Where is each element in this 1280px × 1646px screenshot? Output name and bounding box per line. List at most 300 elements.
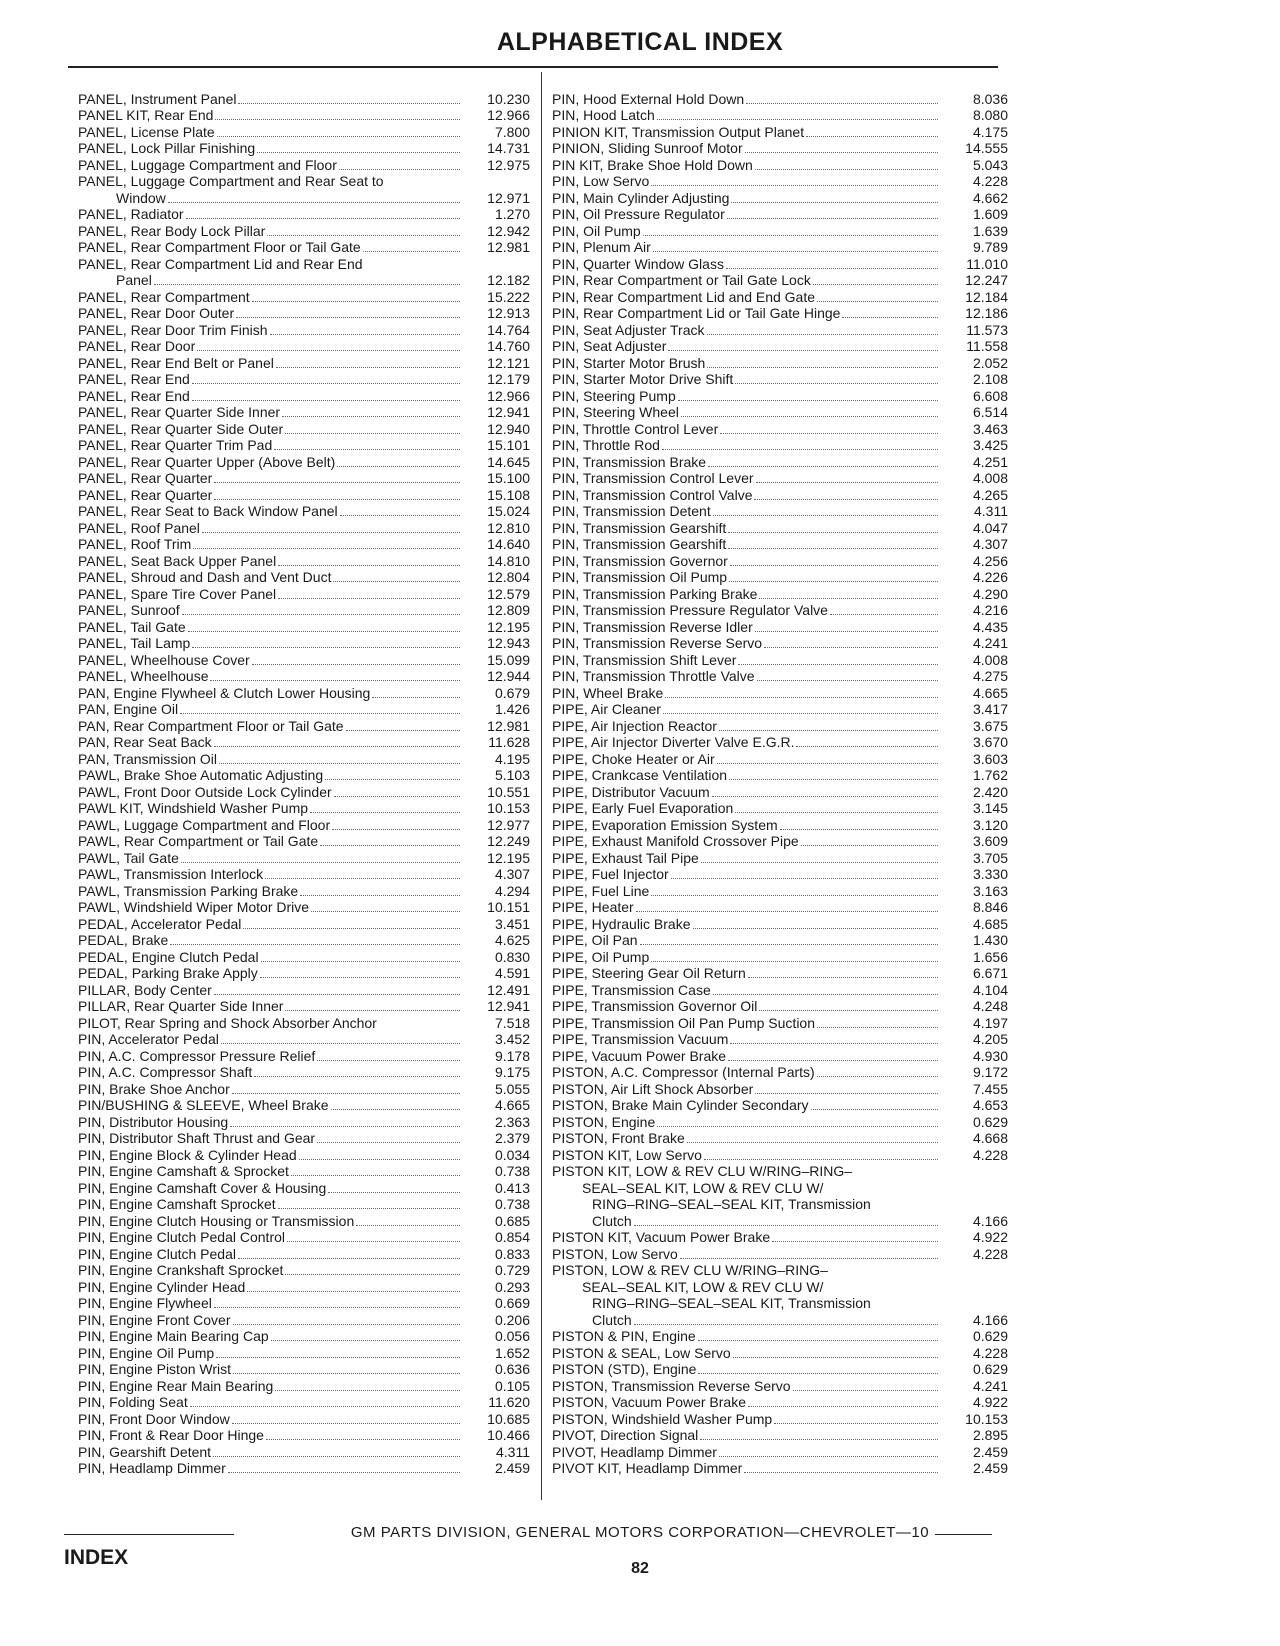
entry-page-ref: 11.620 <box>488 1394 530 1410</box>
entry-page-ref: 2.459 <box>972 1460 1008 1476</box>
entry-label: PAWL KIT, Windshield Washer Pump <box>78 800 309 816</box>
dot-leader <box>719 730 938 731</box>
entry-page-ref: 15.222 <box>487 288 530 305</box>
index-entry <box>78 899 530 916</box>
index-entry <box>78 800 530 817</box>
dot-leader <box>215 119 460 120</box>
index-entry <box>552 354 1008 371</box>
entry-page-ref: 1.652 <box>494 1344 530 1361</box>
entry-label: PISTON, Windshield Washer Pump <box>552 1410 773 1427</box>
index-entry <box>552 536 1008 553</box>
index-entry <box>78 173 530 190</box>
index-entry <box>552 519 1008 536</box>
index-entry <box>552 882 1008 899</box>
dot-leader <box>252 664 460 665</box>
index-entry <box>552 272 1008 289</box>
index-entry <box>78 222 530 239</box>
index-entry <box>552 107 1008 124</box>
index-entry <box>78 998 530 1015</box>
dot-leader <box>757 680 938 681</box>
entry-page-ref: 0.034 <box>494 1146 530 1163</box>
dot-leader <box>754 499 938 500</box>
index-entry <box>552 1163 1008 1180</box>
entry-label: PIN, Engine Piston Wrist <box>78 1361 232 1377</box>
dot-leader <box>729 779 938 780</box>
entry-label: Panel <box>116 272 152 288</box>
dot-leader <box>817 1076 938 1077</box>
entry-page-ref: 2.459 <box>972 1443 1008 1460</box>
entry-label: RING–RING–SEAL–SEAL KIT, Transmission <box>592 1295 871 1311</box>
entry-label: PIN, Engine Front Cover <box>78 1311 231 1328</box>
dot-leader <box>254 1076 460 1077</box>
entry-label: PIN, Transmission Shift Lever <box>552 651 737 668</box>
dot-leader <box>713 515 938 516</box>
index-entry <box>552 437 1008 454</box>
index-entry <box>78 354 530 371</box>
entry-label: SEAL–SEAL KIT, LOW & REV CLU W/ <box>582 1278 824 1295</box>
dot-leader <box>285 1010 460 1011</box>
index-entry <box>552 1361 1008 1378</box>
entry-page-ref: 8.846 <box>972 899 1008 915</box>
entry-label: PIN, A.C. Compressor Pressure Relief <box>78 1047 316 1064</box>
entry-label: PAN, Engine Oil <box>78 701 179 717</box>
dot-leader <box>748 977 938 978</box>
index-entry <box>552 1410 1008 1427</box>
index-entry <box>552 1460 1008 1477</box>
index-entry <box>552 668 1008 685</box>
entry-page-ref: 4.166 <box>972 1212 1008 1229</box>
index-entry <box>78 1212 530 1229</box>
entry-page-ref: 3.670 <box>972 734 1008 750</box>
dot-leader <box>707 367 938 368</box>
entry-page-ref: 2.379 <box>494 1130 530 1146</box>
index-entry <box>552 1328 1008 1345</box>
entry-page-ref: 4.248 <box>972 998 1008 1014</box>
entry-label: PANEL, Rear End <box>78 387 190 404</box>
index-entry <box>552 420 1008 437</box>
entry-label: PIPE, Vacuum Power Brake <box>552 1047 727 1064</box>
entry-label: PIN, Rear Compartment Lid and End Gate <box>552 288 816 305</box>
dot-leader <box>730 1043 938 1044</box>
entry-label: PANEL, Lock Pillar Finishing <box>78 140 256 156</box>
entry-page-ref: 0.729 <box>494 1262 530 1278</box>
index-entry <box>552 1443 1008 1460</box>
entry-page-ref: 3.675 <box>972 717 1008 734</box>
entry-page-ref: 12.913 <box>487 305 530 321</box>
entry-label: PIN, Transmission Oil Pump <box>552 569 728 585</box>
entry-label: PANEL, Spare Tire Cover Panel <box>78 585 277 602</box>
dot-leader <box>665 697 938 698</box>
dot-leader <box>285 1274 460 1275</box>
index-entry <box>552 453 1008 470</box>
entry-label: PIVOT, Headlamp Dimmer <box>552 1443 717 1460</box>
dot-leader <box>713 994 938 995</box>
entry-label: PEDAL, Accelerator Pedal <box>78 915 242 932</box>
dot-leader <box>275 1390 460 1391</box>
entry-page-ref: 12.981 <box>487 717 530 734</box>
dot-leader <box>221 1043 460 1044</box>
entry-page-ref: 4.228 <box>972 173 1008 189</box>
dot-leader <box>774 1423 938 1424</box>
dot-leader <box>687 1142 938 1143</box>
entry-page-ref: 3.330 <box>972 866 1008 882</box>
index-entry <box>552 222 1008 239</box>
entry-label: PIPE, Transmission Vacuum <box>552 1031 729 1047</box>
dot-leader <box>213 1456 460 1457</box>
index-entry <box>78 585 530 602</box>
index-entry <box>552 899 1008 916</box>
page-number: 82 <box>631 1560 649 1577</box>
entry-page-ref: 4.662 <box>972 189 1008 206</box>
entry-page-ref: 4.294 <box>494 882 530 899</box>
entry-page-ref: 12.179 <box>487 371 530 387</box>
dot-leader <box>282 416 460 417</box>
index-entry <box>552 998 1008 1015</box>
entry-page-ref: 12.971 <box>487 189 530 206</box>
dot-leader <box>243 928 460 929</box>
dot-leader <box>720 433 938 434</box>
index-entry <box>78 371 530 388</box>
entry-label: PIN, Seat Adjuster <box>552 338 667 354</box>
index-entry <box>78 1344 530 1361</box>
index-entry <box>552 173 1008 190</box>
dot-leader <box>216 1357 460 1358</box>
entry-page-ref: 10.153 <box>965 1410 1008 1427</box>
entry-label: PANEL, Roof Panel <box>78 519 200 536</box>
entry-label: PANEL, Rear Quarter <box>78 470 213 486</box>
entry-label: PIPE, Oil Pump <box>552 948 650 965</box>
index-entry <box>78 882 530 899</box>
dot-leader <box>730 565 938 566</box>
entry-page-ref: 3.417 <box>972 701 1008 717</box>
entry-label: PIPE, Early Fuel Evaporation <box>552 800 734 816</box>
entry-label: PIN, Starter Motor Drive Shift <box>552 371 734 387</box>
index-entry <box>552 717 1008 734</box>
dot-leader <box>311 911 460 912</box>
dot-leader <box>704 1159 938 1160</box>
index-entry <box>78 453 530 470</box>
dot-leader <box>759 1010 938 1011</box>
dot-leader <box>214 1307 460 1308</box>
dot-leader <box>671 878 938 879</box>
dot-leader <box>636 911 938 912</box>
entry-page-ref: 4.166 <box>972 1311 1008 1328</box>
entry-label: PIN, Distributor Housing <box>78 1113 229 1130</box>
entry-page-ref: 4.922 <box>972 1394 1008 1410</box>
entry-label: PIN, Main Cylinder Adjusting <box>552 189 730 206</box>
entry-label: PISTON KIT, LOW & REV CLU W/RING–RING– <box>552 1163 853 1179</box>
entry-page-ref: 4.228 <box>972 1245 1008 1262</box>
entry-label: PIN, Engine Clutch Pedal <box>78 1245 236 1262</box>
entry-label: PIN, Transmission Parking Brake <box>552 585 758 602</box>
entry-label: PANEL KIT, Rear End <box>78 107 214 123</box>
entry-label: Clutch <box>592 1212 632 1229</box>
dot-leader <box>188 631 460 632</box>
entry-label: PIPE, Crankcase Ventilation <box>552 767 728 783</box>
dot-leader <box>755 169 938 170</box>
entry-page-ref: 1.430 <box>972 932 1008 948</box>
entry-page-ref: 4.008 <box>972 651 1008 668</box>
entry-page-ref: 1.762 <box>972 767 1008 783</box>
index-entry <box>552 321 1008 338</box>
entry-label: PIN, Hood External Hold Down <box>552 90 745 107</box>
entry-page-ref: 4.205 <box>972 1031 1008 1047</box>
index-entry <box>78 1113 530 1130</box>
index-entry <box>78 833 530 850</box>
entry-page-ref: 2.459 <box>494 1460 530 1476</box>
index-entry <box>78 981 530 998</box>
entry-page-ref: 3.425 <box>972 437 1008 453</box>
index-entry <box>78 288 530 305</box>
dot-leader <box>755 1093 938 1094</box>
dot-leader <box>267 235 460 236</box>
dot-leader <box>746 103 938 104</box>
entry-label: PISTON, Vacuum Power Brake <box>552 1394 746 1410</box>
entry-page-ref: 0.413 <box>494 1179 530 1196</box>
title-rule <box>68 66 998 68</box>
entry-page-ref: 12.941 <box>487 998 530 1014</box>
index-entry <box>78 932 530 949</box>
dot-leader <box>266 1439 460 1440</box>
index-entry <box>552 701 1008 718</box>
dot-leader <box>735 812 938 813</box>
index-entry <box>552 1377 1008 1394</box>
entry-label: PIN, Brake Shoe Anchor <box>78 1080 230 1097</box>
footer-credit <box>0 1524 1280 1541</box>
index-entry <box>78 965 530 982</box>
dot-leader <box>755 631 938 632</box>
entry-label: PILLAR, Body Center <box>78 981 212 998</box>
entry-label: PIPE, Air Injector Diverter Valve E.G.R. <box>552 734 795 750</box>
entry-label: PIN, Engine Camshaft Cover & Housing <box>78 1179 327 1196</box>
dot-leader <box>717 763 938 764</box>
entry-label: PIN, Wheel Brake <box>552 684 664 701</box>
dot-leader <box>320 845 460 846</box>
entry-page-ref: 12.966 <box>487 107 530 123</box>
dot-leader <box>260 977 460 978</box>
entry-label: PEDAL, Parking Brake Apply <box>78 965 258 981</box>
entry-page-ref: 12.247 <box>965 272 1008 288</box>
index-entry <box>78 1311 530 1328</box>
index-entry <box>78 866 530 883</box>
entry-label: PIN, Front Door Window <box>78 1410 230 1427</box>
index-entry <box>552 288 1008 305</box>
index-entry <box>78 1328 530 1345</box>
entry-label: PANEL, Shroud and Dash and Vent Duct <box>78 569 332 585</box>
entry-page-ref: 10.153 <box>487 800 530 816</box>
entry-label: PIN, Rear Compartment or Tail Gate Lock <box>552 272 811 288</box>
index-entry <box>78 1460 530 1477</box>
entry-page-ref: 4.228 <box>972 1344 1008 1361</box>
index-entry <box>78 321 530 338</box>
index-entry <box>552 1179 1008 1196</box>
entry-label: PANEL, Tail Lamp <box>78 635 191 651</box>
dot-leader <box>197 350 460 351</box>
entry-page-ref: 12.941 <box>487 404 530 420</box>
entry-page-ref: 15.100 <box>487 470 530 486</box>
index-entry <box>78 107 530 124</box>
index-entry <box>552 800 1008 817</box>
dot-leader <box>680 1258 938 1259</box>
entry-page-ref: 4.275 <box>972 668 1008 684</box>
index-entry <box>78 1377 530 1394</box>
index-entry <box>78 1394 530 1411</box>
index-entry <box>78 1262 530 1279</box>
index-entry <box>552 1130 1008 1147</box>
entry-label: PISTON KIT, Vacuum Power Brake <box>552 1229 771 1245</box>
entry-label: PAWL, Transmission Parking Brake <box>78 882 299 899</box>
dot-leader <box>300 895 460 896</box>
entry-label: PANEL, Rear Compartment Floor or Tail Gate <box>78 239 361 255</box>
dot-leader <box>657 119 938 120</box>
entry-label: PIPE, Transmission Oil Pan Pump Suction <box>552 1014 815 1031</box>
entry-label: PIPE, Transmission Case <box>552 981 711 998</box>
entry-page-ref: 10.551 <box>487 783 530 800</box>
dot-leader <box>210 680 460 681</box>
dot-leader <box>363 251 460 252</box>
index-entry <box>78 1443 530 1460</box>
entry-page-ref: 9.789 <box>972 239 1008 255</box>
dot-leader <box>813 284 938 285</box>
entry-page-ref: 4.241 <box>972 635 1008 651</box>
dot-leader <box>681 416 938 417</box>
entry-page-ref: 0.833 <box>494 1245 530 1262</box>
dot-leader <box>728 548 938 549</box>
dot-leader <box>190 1406 460 1407</box>
dot-leader <box>764 647 938 648</box>
dot-leader <box>780 829 938 830</box>
index-entry <box>78 915 530 932</box>
entry-label: PIN/BUSHING & SLEEVE, Wheel Brake <box>78 1097 329 1113</box>
dot-leader <box>180 713 460 714</box>
entry-page-ref: 12.966 <box>487 387 530 404</box>
entry-page-ref: 2.420 <box>972 783 1008 800</box>
entry-page-ref: 14.555 <box>965 140 1008 156</box>
entry-label: PIPE, Steering Gear Oil Return <box>552 965 746 981</box>
entry-page-ref: 6.608 <box>972 387 1008 404</box>
entry-label: PISTON, Brake Main Cylinder Secondary <box>552 1097 809 1113</box>
dot-leader <box>339 169 460 170</box>
entry-page-ref: 4.047 <box>972 519 1008 536</box>
entry-label: PISTON (STD), Engine <box>552 1361 697 1377</box>
entry-page-ref: 12.940 <box>487 420 530 437</box>
entry-label: PIN, Low Servo <box>552 173 650 189</box>
dot-leader <box>634 1225 938 1226</box>
index-entry <box>78 684 530 701</box>
entry-page-ref: 12.981 <box>487 239 530 255</box>
index-entry <box>552 816 1008 833</box>
entry-page-ref: 4.625 <box>494 932 530 948</box>
dot-leader <box>192 647 460 648</box>
entry-label: PAWL, Luggage Compartment and Floor <box>78 816 331 833</box>
index-entry <box>78 1361 530 1378</box>
dot-leader <box>748 1406 938 1407</box>
entry-page-ref: 0.629 <box>972 1328 1008 1344</box>
dot-leader <box>285 433 460 434</box>
dot-leader <box>193 548 460 549</box>
entry-label: PANEL, Seat Back Upper Panel <box>78 552 277 569</box>
dot-leader <box>170 944 460 945</box>
entry-label: PAWL, Transmission Interlock <box>78 866 264 882</box>
entry-label: PANEL, Rear Quarter Side Inner <box>78 404 281 420</box>
dot-leader <box>728 1060 938 1061</box>
index-entry <box>552 1427 1008 1444</box>
entry-label: PIN, Hood Latch <box>552 107 655 123</box>
entry-label: PIN, Transmission Gearshift <box>552 536 727 552</box>
dot-leader <box>700 1439 938 1440</box>
entry-page-ref: 3.145 <box>972 800 1008 816</box>
index-entry <box>78 635 530 652</box>
dot-leader <box>811 1109 938 1110</box>
index-entry <box>78 1229 530 1246</box>
entry-page-ref: 3.163 <box>972 882 1008 899</box>
entry-page-ref: 4.008 <box>972 470 1008 486</box>
index-entry <box>552 90 1008 107</box>
index-entry <box>78 272 530 289</box>
entry-label: PIN, Transmission Throttle Valve <box>552 668 755 684</box>
entry-label: PIPE, Exhaust Tail Pipe <box>552 849 699 866</box>
entry-label: PAWL, Tail Gate <box>78 849 179 866</box>
entry-page-ref: 12.249 <box>487 833 530 849</box>
entry-page-ref: 2.363 <box>494 1113 530 1130</box>
dot-leader <box>738 664 938 665</box>
entry-page-ref: 4.195 <box>494 750 530 767</box>
index-entry <box>78 1064 530 1081</box>
entry-page-ref: 4.175 <box>972 123 1008 140</box>
dot-leader <box>817 1027 938 1028</box>
index-entry <box>78 767 530 784</box>
dot-leader <box>728 532 938 533</box>
entry-label: PISTON, A.C. Compressor (Internal Parts) <box>552 1064 815 1080</box>
index-entry <box>552 486 1008 503</box>
entry-label: PIPE, Exhaust Manifold Crossover Pipe <box>552 833 799 849</box>
entry-label: PAWL, Rear Compartment or Tail Gate <box>78 833 319 849</box>
index-entry <box>78 470 530 487</box>
entry-page-ref: 3.452 <box>494 1031 530 1047</box>
entry-label: PIN, Throttle Rod <box>552 437 660 453</box>
index-entry <box>78 1031 530 1048</box>
entry-page-ref: 11.558 <box>966 338 1008 354</box>
index-entry <box>78 651 530 668</box>
index-entry <box>78 437 530 454</box>
entry-page-ref: 4.591 <box>494 965 530 981</box>
index-entry <box>552 684 1008 701</box>
entry-label: PEDAL, Engine Clutch Pedal <box>78 948 259 965</box>
dot-leader <box>756 482 938 483</box>
index-entry <box>552 585 1008 602</box>
entry-page-ref: 4.197 <box>972 1014 1008 1031</box>
index-entry <box>78 90 530 107</box>
entry-label: PINION, Sliding Sunroof Motor <box>552 140 743 156</box>
dot-leader <box>261 961 460 962</box>
entry-page-ref: 3.705 <box>972 849 1008 866</box>
entry-page-ref: 0.629 <box>972 1361 1008 1377</box>
entry-page-ref: 0.738 <box>494 1163 530 1179</box>
dot-leader <box>317 1142 460 1143</box>
entry-page-ref: 9.178 <box>494 1047 530 1064</box>
entry-label: PISTON, Engine <box>552 1113 656 1130</box>
entry-page-ref: 12.943 <box>487 635 530 651</box>
entry-label: PANEL, Rear Seat to Back Window Panel <box>78 503 338 519</box>
column-divider <box>541 72 542 1500</box>
dot-leader <box>214 994 460 995</box>
index-entry <box>552 767 1008 784</box>
dot-leader <box>154 284 460 285</box>
index-entry <box>78 849 530 866</box>
dot-leader <box>325 779 460 780</box>
entry-page-ref: 12.804 <box>487 569 530 585</box>
index-entry <box>552 783 1008 800</box>
